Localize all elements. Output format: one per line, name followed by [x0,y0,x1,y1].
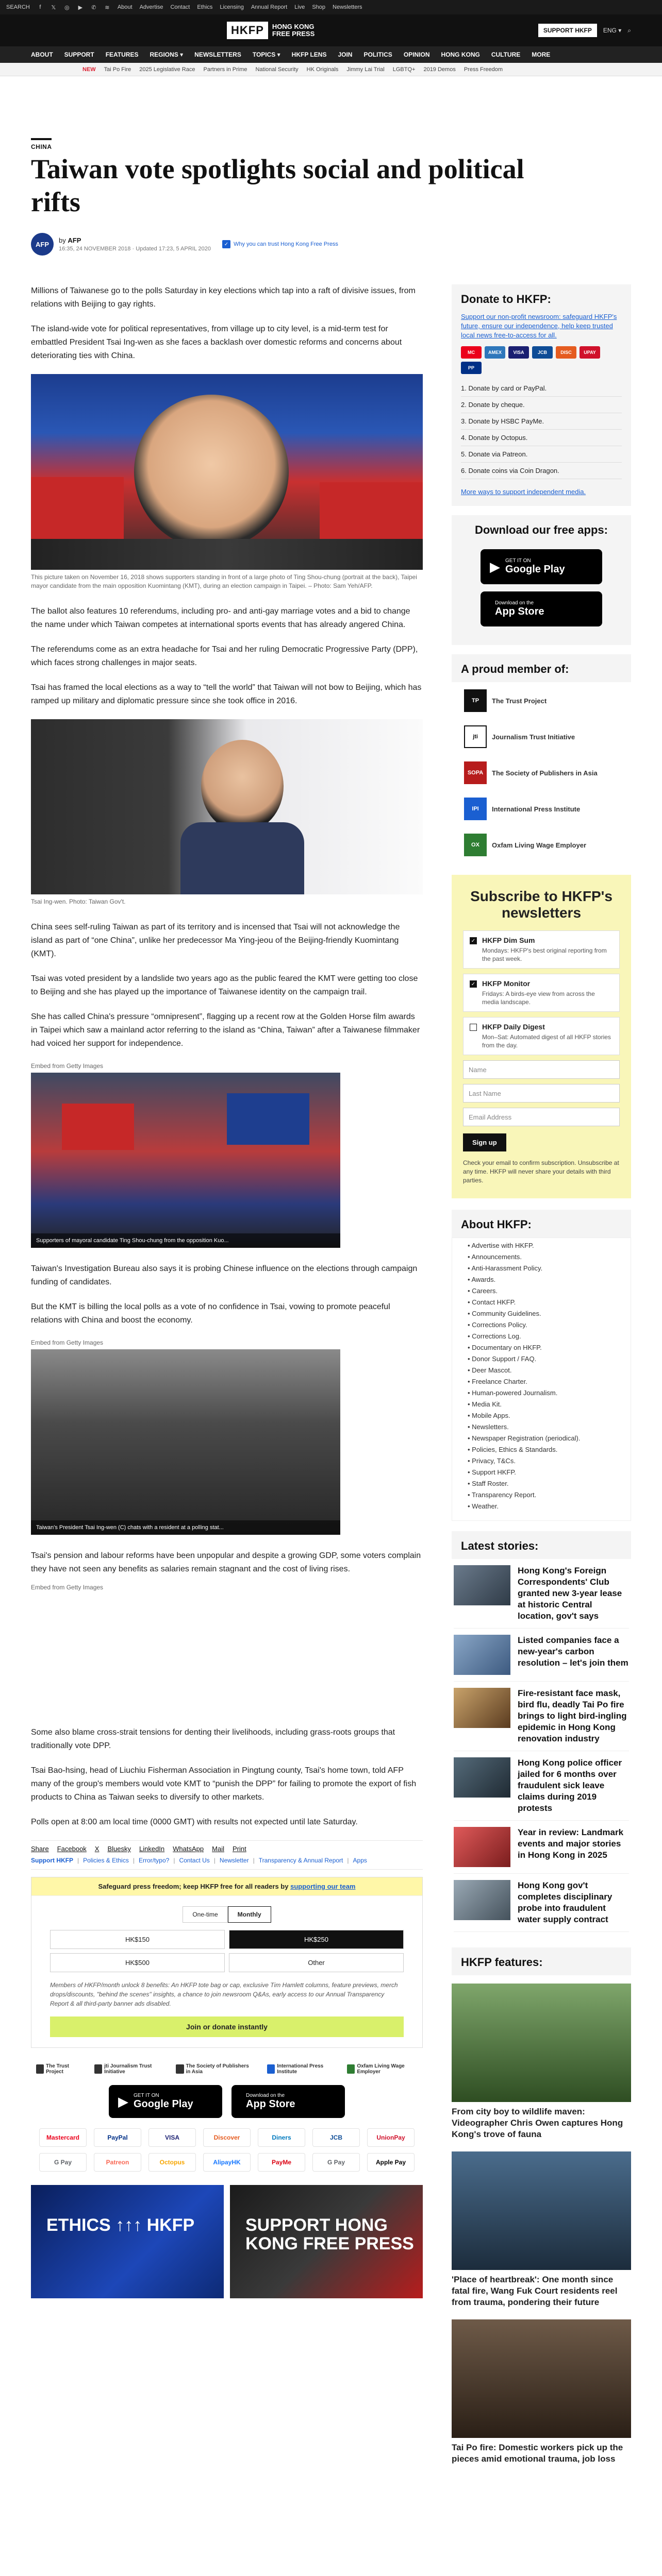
card-logo: JCB [532,346,553,359]
newsletter-name: HKFP Monitor [482,979,531,988]
nav-item[interactable]: FEATURES [105,51,139,58]
paragraph: The ballot also features 10 referendums, including pro- and anti-gay marriage votes and a bid to change the name under which Taiwan competes at international sports events that has already angered China. [31,607,410,629]
google-play-icon: ▶ [490,558,500,574]
flag-image [31,477,124,539]
flag-image [62,1104,134,1150]
footer-link[interactable]: Contact Us [179,1857,210,1864]
ipi-icon: IPI [464,798,487,820]
newsletter-desc: Mon–Sat: Automated digest of all HKFP stories from the day. [482,1033,611,1049]
footer-links: Support HKFP | Policies & Ethics | Error/typo? | Contact Us | Newsletter | Transparency & Annual Report | Apps [31,1857,423,1870]
latest-title: Latest stories: [452,1531,631,1559]
member-logo-label: The Trust Project [46,2063,70,2075]
promo-text: SUPPORT HONG KONG FREE PRESS [245,2215,414,2253]
sidebar [452,284,631,2476]
author-line [59,236,211,244]
utility-bar [0,0,662,14]
story-thumbnail [454,1880,510,1920]
promo-text: ETHICS ↑↑↑ HKFP [46,2215,195,2235]
image-caption: Tsai Ing-wen. Photo: Taiwan Gov't. [31,898,126,905]
x-icon[interactable]: 𝕏 [51,4,56,11]
card-logo: VISA [508,346,529,359]
paragraph: Tsai has framed the local elections as a way to “tell the world” that Taiwan will not bow to Beijing, which has ramped up military and diplomatic pressure since she took office in 2016. [31,683,422,705]
rss-icon[interactable]: ≋ [105,4,110,11]
jti-icon: jti [464,725,487,748]
card-logos [461,346,622,374]
footer-link[interactable]: Error/typo? [138,1857,170,1864]
store-small-label: GET IT ON [134,2093,159,2098]
trust-icon: ✓ [222,240,230,248]
topbar-link[interactable]: Shop [312,4,326,10]
amount-option-selected[interactable]: HK$250 [229,1930,404,1949]
trending-link[interactable]: Press Freedom [464,66,503,73]
nav-item[interactable]: MORE [532,51,551,58]
store-big-label: App Store [246,2098,295,2110]
paragraph: Tsai was voted president by a landslide two years ago as the public feared the KMT were getting too close to Beijing and she has played up the importance of Taiwanese identity on the campaign trail. [31,974,418,996]
byline [31,233,631,256]
topbar-link[interactable]: Ethics [197,4,213,10]
trending-link[interactable]: HK Originals [306,66,339,73]
portrait-image [134,395,289,549]
footer-link[interactable]: Policies & Ethics [83,1857,129,1864]
apps-title: Download our free apps: [475,523,608,536]
share-mail[interactable]: Mail [212,1845,224,1853]
payment-logo: Octopus [148,2153,196,2172]
about-link[interactable]: • Contact HKFP. [468,1297,615,1308]
story-thumbnail [454,1757,510,1798]
about-link[interactable]: • Corrections Policy. [468,1319,615,1331]
language-selector[interactable]: ENG ▾ [603,27,622,34]
paragraph: The island-wide vote for political representatives, from village up to city level, is a mid-term test for embattled President Tsai Ing-wen as she faces a backlash over domestic reforms and concerns about deteriorating ties with China. [31,325,402,360]
about-link[interactable]: • Community Guidelines. [468,1308,615,1319]
nav-item[interactable]: SUPPORT [64,51,94,58]
paragraph: Taiwan's Investigation Bureau also says it is probing Chinese influence on the elections through campaign funding of candidates. [31,1264,418,1286]
story-title: Fire-resistant face mask, bird flu, deadly Tai Po fire brings to light bird-ingling epidemic in Hong Kong renovation industry [518,1688,627,1743]
feature-story[interactable] [452,2151,631,2308]
trending-link[interactable]: 2019 Demos [423,66,456,73]
campaign-photo[interactable] [31,374,423,570]
figure-4 [31,1338,423,1535]
jti-logo[interactable] [94,2063,162,2075]
site-logo[interactable] [227,22,315,39]
paragraph: The referendums come as an extra headache for Tsai and her ruling Democratic Progressive Party (DPP), which faces strong challenges in major seats. [31,645,418,667]
story-thumbnail [454,1565,510,1605]
payment-logo: JCB [312,2128,360,2147]
payment-logo: UnionPay [367,2128,415,2147]
paragraph: Tsai's pension and labour reforms have been unpopular and despite a growing GDP, some voters complain they have not seen any benefits as salaries remain stagnant and the cost of living rises. [31,1551,421,1573]
about-link[interactable]: • Mobile Apps. [468,1410,615,1421]
newsletter-desc: Fridays: A birds-eye view from across the media landscape. [482,990,595,1006]
getty-caption: Supporters of mayoral candidate Ting Shou-chung from the opposition Kuo... [31,1233,340,1248]
figure-1 [31,374,423,590]
newsletter-option[interactable] [463,974,620,1012]
payment-methods [31,2128,423,2172]
about-link[interactable]: • Donor Support / FAQ. [468,1353,615,1365]
trending-link[interactable]: Tai Po Fire [104,66,131,73]
feature-title: 'Place of heartbreak': One month since fatal fire, Wang Fuk Court residents reel from trauma, pondering their future [452,2275,618,2307]
nav-item[interactable]: TOPICS ▾ [252,51,280,58]
about-link[interactable]: • Anti-Harassment Policy. [468,1263,615,1274]
member-logo-label: jti Journalism Trust Initiative [104,2063,152,2075]
avatar[interactable]: AFP [31,233,54,256]
newsletter-name: HKFP Dim Sum [482,936,535,944]
sopa-logo[interactable] [176,2063,254,2075]
story-title: Listed companies face a new-year's carbon resolution – let's join them [518,1635,628,1668]
nav-item[interactable]: REGIONS ▾ [150,51,184,58]
payment-logo: PayMe [258,2153,305,2172]
about-title: About HKFP: [452,1210,631,1238]
subscribe-note: Check your email to confirm subscription. Unsubscribe at any time. HKFP will never share your details with third parties. [463,1159,619,1184]
payment-logo: Mastercard [39,2128,87,2147]
paragraph: Millions of Taiwanese go to the polls Saturday in key elections which tap into a raft of divisive issues, from relations with Beijing to gay rights. [31,286,416,309]
more-ways-link[interactable]: More ways to support independent media. [461,488,586,496]
author-name[interactable]: AFP [68,236,81,244]
member-name: Journalism Trust Initiative [492,733,575,741]
latest-story[interactable] [454,1682,629,1751]
share-whatsapp[interactable]: WhatsApp [173,1845,204,1853]
nav-item[interactable]: HKFP LENS [291,51,327,58]
store-big-label: Google Play [134,2098,193,2110]
trending-link[interactable]: Jimmy Lai Trial [346,66,385,73]
about-link[interactable]: • Policies, Ethics & Standards. [468,1444,615,1455]
store-big-label: Google Play [505,564,565,575]
category-label[interactable]: CHINA [31,138,52,150]
member-title: A proud member of: [452,654,631,682]
youtube-icon[interactable]: ▶ [78,4,83,11]
donate-title: Donate to HKFP: [461,293,551,306]
about-link[interactable]: • Documentary on HKFP. [468,1342,615,1353]
trust-link[interactable] [222,240,338,248]
share-button[interactable]: Share [31,1845,49,1853]
topbar-link[interactable]: About [117,4,133,10]
join-button[interactable]: Join or donate instantly [50,2016,404,2037]
about-links [452,1238,631,1521]
logo-line-2: FREE PRESS [272,30,315,38]
share-x[interactable]: X [94,1845,100,1853]
masthead-actions [538,24,631,37]
member-logos [31,2063,423,2075]
nav-item[interactable]: OPINION [403,51,430,58]
search-icon[interactable]: ⌕ [627,26,631,34]
logo-mark: HKFP [227,22,268,39]
latest-story[interactable] [454,1874,629,1932]
donate-header [31,1877,422,1896]
subscribe-title: Subscribe to HKFP's newsletters [470,888,613,921]
main-nav [0,46,662,63]
store-small-label: Download on the [495,600,534,606]
trust-project-logo[interactable] [36,2063,81,2075]
about-link[interactable]: • Corrections Log. [468,1331,615,1342]
whatsapp-icon[interactable]: ✆ [91,4,96,11]
check-icon[interactable]: ✓ [470,980,477,988]
paragraph: China sees self-ruling Taiwan as part of its territory and is incensed that Tsai will not acknowledge the island as part of “one China”, unlike her predecessor Ma Ying-jeou of the Beijing-friendly Kuomintang (KMT). [31,923,400,958]
card-logo: MC [461,346,482,359]
member-list [452,682,631,875]
story-thumbnail [454,1827,510,1867]
topbar-link[interactable]: Live [294,4,305,10]
about-link[interactable]: • Newspaper Registration (periodical). [468,1433,615,1444]
about-link[interactable]: • Announcements. [468,1251,615,1263]
article-body [31,284,423,2298]
ethics-banner[interactable] [31,2185,224,2298]
card-logo: DISC [556,346,576,359]
footer-link[interactable]: Apps [353,1857,367,1864]
paragraph: But the KMT is billing the local polls as a vote of no confidence in Tsai, vowing to promote peaceful relations with China and boost the economy. [31,1302,390,1325]
payment-logo: G Pay [39,2153,87,2172]
polling-photo[interactable] [31,1349,340,1535]
crowd-image [31,539,423,570]
amount-option-other[interactable]: Other [229,1953,404,1972]
story-thumbnail [454,1688,510,1728]
nav-item[interactable]: CULTURE [491,51,521,58]
google-play-button[interactable] [481,549,602,584]
card-logo: AMEX [485,346,505,359]
donate-options [461,380,622,479]
trending-bar [0,63,662,76]
donate-support-link[interactable]: Support our non-profit newsroom: safeguard HKFP's future, ensure our independence, help keep trusted local news free-to-access for all. [461,313,617,339]
frequency-tabs [31,1906,422,1923]
promo-banners [31,2185,423,2298]
newsletter-name: HKFP Daily Digest [482,1023,545,1031]
portrait-image [201,740,284,833]
donate-header-text: Safeguard press freedom; keep HKFP free for all readers by [98,1883,289,1890]
topbar-link[interactable]: Annual Report [251,4,288,10]
feature-image [452,2151,631,2270]
amount-option[interactable]: HK$500 [50,1953,225,1972]
topbar-link[interactable]: Newsletters [333,4,362,10]
app-store-button[interactable] [231,2085,345,2118]
page-container [31,76,631,2464]
payment-logo: Discover [203,2128,251,2147]
nav-item[interactable]: HONG KONG [441,51,480,58]
card-logo: UPAY [580,346,600,359]
share-print[interactable]: Print [232,1845,246,1853]
tab-one-time[interactable]: One-time [183,1906,227,1923]
member-name: The Society of Publishers in Asia [492,769,598,777]
story-title: Hong Kong's Foreign Correspondents' Club granted new 3-year lease at historic Central location, gov't says [518,1566,622,1621]
share-bluesky[interactable]: Bluesky [107,1845,131,1853]
oxfam-icon: OX [464,834,487,856]
footer-link[interactable]: Transparency & Annual Report [258,1857,343,1864]
support-banner[interactable] [230,2185,423,2298]
about-link[interactable]: • Staff Roster. [468,1478,615,1489]
footer-link[interactable]: Support HKFP [31,1857,73,1864]
flag-image [227,1093,309,1145]
nav-item[interactable]: NEWSLETTERS [194,51,241,58]
sopa-icon: SOPA [464,761,487,784]
latest-story[interactable] [454,1821,629,1874]
payment-logo: G Pay [312,2153,360,2172]
nav-item[interactable]: JOIN [338,51,353,58]
payment-logo: Apple Pay [367,2153,415,2172]
story-title: Hong Kong police officer jailed for 6 months over fraudulent sick leave claims during 2019 protests [518,1758,622,1813]
flag-image [320,482,423,544]
donate-option[interactable]: 1. Donate by card or PayPal. [461,380,622,397]
masthead [0,14,662,46]
check-icon[interactable]: ✓ [470,937,477,944]
about-link[interactable]: • Newsletters. [468,1421,615,1433]
feature-story[interactable] [452,2319,631,2465]
member-name: Oxfam Living Wage Employer [492,841,587,849]
support-button[interactable]: SUPPORT HKFP [538,24,597,37]
feature-title: From city boy to wildlife maven: Videographer Chris Owen captures Hong Kong's trove of fauna [452,2107,623,2139]
figure-2 [31,719,423,906]
app-store-button[interactable] [481,591,602,626]
tab-monthly[interactable]: Monthly [228,1906,271,1923]
share-facebook[interactable]: Facebook [57,1845,87,1853]
trending-link[interactable]: 2025 Legislative Race [139,66,195,73]
ipi-logo[interactable] [267,2063,334,2075]
about-link[interactable]: • Weather. [468,1501,615,1512]
google-play-button[interactable] [109,2085,222,2118]
latest-story[interactable] [454,1629,629,1682]
paragraph: Polls open at 8:00 am local time (0000 GMT) with results not expected until late Saturday. [31,1818,358,1826]
member-ipi[interactable] [464,798,619,820]
member-name: International Press Institute [492,805,581,813]
member-oxfam[interactable] [464,834,619,856]
trending-link[interactable]: LGBTQ+ [392,66,416,73]
story-title: Hong Kong gov't completes disciplinary probe into fraudulent water supply contract [518,1880,613,1924]
payment-logo: PayPal [94,2128,141,2147]
feature-image [452,2319,631,2438]
trust-project-icon: TP [464,689,487,712]
donate-header-link[interactable]: supporting our team [290,1883,356,1890]
feature-title: Tai Po fire: Domestic workers pick up the pieces amid emotional trauma, job loss [452,2443,623,2464]
story-thumbnail [454,1635,510,1675]
embed-credit[interactable]: Embed from Getty Images [31,1339,104,1346]
member-logo-label: International Press Institute [277,2063,324,2075]
donate-option[interactable]: 6. Donate coins via Coin Dragon. [461,463,622,479]
donate-widget [31,1877,423,2048]
figure-3 [31,1062,423,1248]
ad-space [31,76,631,138]
store-small-label: Download on the [246,2093,285,2098]
suit-image [180,822,304,894]
newsletter-signup [452,875,631,1198]
instagram-icon[interactable]: ◎ [64,4,70,11]
topbar-link[interactable]: Advertise [139,4,163,10]
donate-box [452,284,631,506]
email-input[interactable]: Email Address [463,1108,620,1126]
donate-option[interactable]: 2. Donate by cheque. [461,397,622,413]
member-jti[interactable] [464,725,619,748]
trending-label: NEW [82,66,96,73]
last-name-input[interactable]: Last Name [463,1084,620,1103]
trust-label: Why you can trust Hong Kong Free Press [233,241,338,247]
topbar-link[interactable]: Contact [170,4,190,10]
payment-logo: Diners [258,2128,305,2147]
checkbox[interactable] [470,1024,477,1031]
payment-logo: Patreon [94,2153,141,2172]
trending-link[interactable]: National Security [255,66,299,73]
app-buttons [461,543,622,636]
search-link[interactable]: SEARCH [6,4,30,10]
trending-link[interactable]: Partners in Prime [203,66,247,73]
share-bar [31,1840,423,1853]
member-trust-project[interactable] [464,689,619,712]
card-logo: PP [461,362,482,374]
sign-up-button[interactable]: Sign up [463,1133,506,1151]
oxfam-logo[interactable] [347,2063,418,2075]
app-store-buttons [31,2085,423,2118]
member-perks: Members of HKFP/month unlock 8 benefits: An HKFP tote bag or cap, exclusive Tim Hamlett columns, feature previews, merch drops/discounts, "behind the scenes" insights, a chance to join newsroom Q&As, early access to our Annual Transparency Report & all third-party banner ads disabled. [50,1981,398,2007]
member-name: The Trust Project [492,697,547,705]
about-link[interactable]: • Deer Mascot. [468,1365,615,1376]
footer-link[interactable]: Newsletter [219,1857,249,1864]
share-linkedin[interactable]: LinkedIn [139,1845,165,1853]
publish-dates: 16:35, 24 NOVEMBER 2018 · Updated 17:23, 5 APRIL 2020 [59,246,211,252]
payment-logo: AlipayHK [203,2153,251,2172]
paragraph: She has called China's pressure “omnipresent”, flagging up a recent row at the Golden Horse film awards in Taipei which saw a mainland actor referring to the island as “China, Taiwan” after a Taiwanese filmmaker had voiced her support for independence. [31,1012,420,1048]
member-sopa[interactable] [464,761,619,784]
byline-prefix: by [59,236,66,244]
about-link[interactable]: • Human-powered Journalism. [468,1387,615,1399]
topbar-link[interactable]: Licensing [220,4,244,10]
first-name-input[interactable]: Name [463,1060,620,1079]
byline-text [59,236,211,252]
paragraph: Tsai Bao-hsing, head of Liuchiu Fisherman Association in Pingtung county, Tsai's home town, told AFP many of the group's members would vote KMT to “punish the DPP” for failing to promote the export of fish products to China as Taiwan seeks to diversify to other markets. [31,1766,417,1802]
about-link[interactable]: • Transparency Report. [468,1489,615,1501]
newsletter-option[interactable] [463,1017,620,1055]
features-title: HKFP features: [452,1947,631,1975]
feature-list [452,1984,631,2465]
google-play-icon: ▶ [118,2093,128,2109]
story-title: Year in review: Landmark events and major stories in Hong Kong in 2025 [518,1827,624,1860]
about-link[interactable]: • Awards. [468,1274,615,1285]
about-link[interactable]: • Freelance Charter. [468,1376,615,1387]
about-link[interactable]: • Media Kit. [468,1399,615,1410]
payment-logo: VISA [148,2128,196,2147]
about-link[interactable]: • Careers. [468,1285,615,1297]
about-link[interactable]: • Advertise with HKFP. [468,1240,615,1251]
latest-stories [452,1559,631,1932]
amount-option[interactable]: HK$150 [50,1930,225,1949]
apps-box [452,515,631,645]
store-small-label: GET IT ON [505,558,531,564]
logo-text [272,23,315,38]
member-logo-label: The Society of Publishers in Asia [186,2063,249,2075]
member-logo-label: Oxfam Living Wage Employer [357,2063,405,2075]
paragraph: Some also blame cross-strait tensions for denting their livelihoods, including grass-roots groups that traditionally vote DPP. [31,1728,395,1750]
page-title: Taiwan vote spotlights social and political rifts [31,154,524,217]
amount-options [31,1930,422,1972]
nav-item[interactable]: POLITICS [363,51,392,58]
donate-option[interactable]: 3. Donate by HSBC PayMe. [461,413,622,430]
latest-story[interactable] [454,1751,629,1821]
image-caption: This picture taken on November 16, 2018 shows supporters standing in front of a large photo of Ting Shou-chung (portrait at the back), Taipei mayor candidate from the main opposition Kuomintang (KMT), during an election campaign in Taipei. – Photo: Sam Yeh/AFP. [31,573,417,589]
newsletter-option[interactable] [463,930,620,969]
embed-credit[interactable]: Embed from Getty Images [31,1584,104,1591]
donate-option[interactable]: 4. Donate by Octopus. [461,430,622,446]
embed-credit[interactable]: Embed from Getty Images [31,1062,104,1070]
store-big-label: App Store [495,606,544,617]
latest-story[interactable] [454,1559,629,1629]
about-link[interactable]: • Support HKFP. [468,1467,615,1478]
donate-option[interactable]: 5. Donate via Patreon. [461,446,622,463]
logo-line-1: HONG KONG [272,23,315,30]
supporters-photo[interactable] [31,1073,340,1248]
newsletter-desc: Mondays: HKFP's best original reporting from the past week. [482,947,607,962]
about-link[interactable]: • Privacy, T&Cs. [468,1455,615,1467]
tsai-photo[interactable] [31,719,423,894]
facebook-icon[interactable]: f [39,4,41,10]
feature-image [452,1984,631,2102]
getty-caption: Taiwan's President Tsai Ing-wen (C) chats with a resident at a polling stat... [31,1520,340,1535]
feature-story[interactable] [452,1984,631,2140]
nav-item[interactable]: ABOUT [31,51,53,58]
